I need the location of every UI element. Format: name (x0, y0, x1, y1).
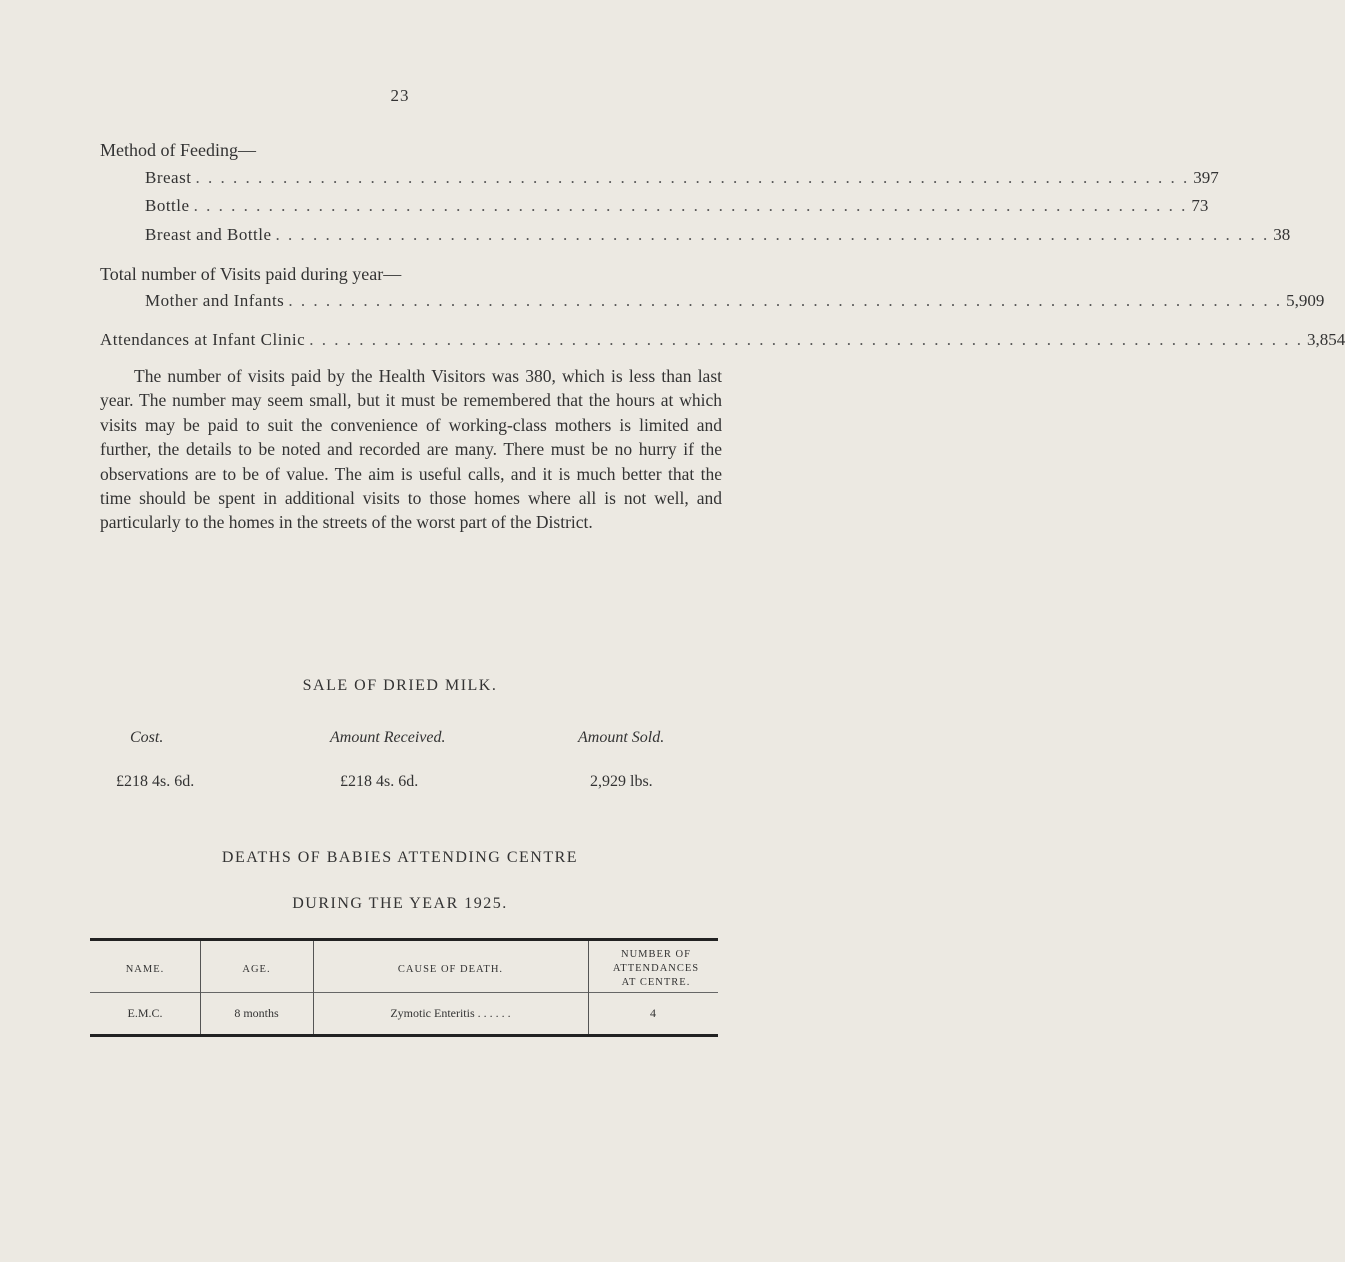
header-attendances: NUMBER OF ATTENDANCES AT CENTRE. (612, 949, 700, 988)
cell-attendances: 4 (650, 1006, 656, 1020)
feeding-row-label: Breast and Bottle (145, 225, 272, 244)
cell-name: E.M.C. (127, 1006, 163, 1020)
visits-row-value: 5,909 (1286, 291, 1325, 310)
visits-row-mother-and-infants (145, 291, 1325, 311)
feeding-row-breast-and-bottle (145, 225, 1291, 245)
body-paragraph: The number of visits paid by the Health Visitors was 380, which is less than last year. The number may seem small, but it must be remembered that the hours at which visits may be paid to suit the convenience of working-class mothers is limited and further, the details to be noted and recorded are many. There must be no hurry if the observations are to be of value. The aim is useful calls, and it is much better that the time should be spent in additional visits to those homes where all is not well, and particularly to the homes in the streets of the worst part of the District. (100, 366, 722, 533)
milk-value-received: £218 4s. 6d. (340, 773, 419, 790)
deaths-title: DEATHS OF BABIES ATTENDING CENTRE (221, 849, 579, 866)
header-cause: CAUSE OF DEATH. (397, 964, 504, 975)
header-name: NAME. (125, 964, 165, 975)
header-age: AGE. (242, 964, 271, 975)
milk-header-received: Amount Received. (330, 729, 446, 746)
milk-title: SALE OF DRIED MILK. (302, 677, 498, 694)
attendances-value: 3,854 (1306, 330, 1345, 349)
deaths-subtitle: DURING THE YEAR 1925. (292, 895, 508, 912)
feeding-row-value: 397 (1193, 168, 1219, 187)
cause-text: Zymotic Enteritis (390, 1006, 475, 1020)
visits-heading: Total number of Visits paid during year— (100, 264, 402, 284)
cell-age: 8 months (234, 1006, 279, 1020)
leader-dots: . . . . . . (474, 1006, 511, 1020)
feeding-row-value: 73 (1191, 196, 1209, 215)
table-bottom-rule (90, 1034, 718, 1037)
table-header-rule (90, 992, 718, 993)
feeding-row-breast (145, 168, 1219, 188)
milk-value-cost: £218 4s. 6d. (116, 773, 195, 790)
leader-dots: . . . . . . . . . . . . . . . . . . . . . . . . . . . . . . . . . . . . . . . . . . . . . . . . . . . . . . . . . . . . . . . . . . . . . . . . . . . . . . . . (288, 291, 1283, 310)
cell-cause (313, 1006, 588, 1021)
feeding-row-label: Bottle (145, 196, 190, 215)
page-number: 23 (390, 86, 410, 105)
feeding-heading: Method of Feeding— (100, 140, 256, 160)
attendances-label: Attendances at Infant Clinic (100, 330, 306, 349)
milk-header-cost: Cost. (130, 729, 164, 746)
feeding-row-bottle (145, 196, 1209, 216)
leader-dots: . . . . . . . . . . . . . . . . . . . . . . . . . . . . . . . . . . . . . . . . . . . . . . . . . . . . . . . . . . . . . . . . . . . . . . . . . . . . . . . . (195, 168, 1190, 187)
milk-header-sold: Amount Sold. (578, 729, 665, 746)
visits-row-label: Mother and Infants (145, 291, 285, 310)
leader-dots: . . . . . . . . . . . . . . . . . . . . . . . . . . . . . . . . . . . . . . . . . . . . . . . . . . . . . . . . . . . . . . . . . . . . . . . . . . . . . . . . (275, 225, 1270, 244)
milk-value-sold: 2,929 lbs. (590, 773, 653, 790)
table-top-rule (90, 938, 718, 941)
attendances-row (100, 330, 1345, 350)
feeding-row-label: Breast (145, 168, 192, 187)
feeding-row-value: 38 (1273, 225, 1291, 244)
leader-dots: . . . . . . . . . . . . . . . . . . . . . . . . . . . . . . . . . . . . . . . . . . . . . . . . . . . . . . . . . . . . . . . . . . . . . . . . . . . . . . . . (309, 330, 1303, 349)
leader-dots: . . . . . . . . . . . . . . . . . . . . . . . . . . . . . . . . . . . . . . . . . . . . . . . . . . . . . . . . . . . . . . . . . . . . . . . . . . . . . . . . (193, 196, 1188, 215)
